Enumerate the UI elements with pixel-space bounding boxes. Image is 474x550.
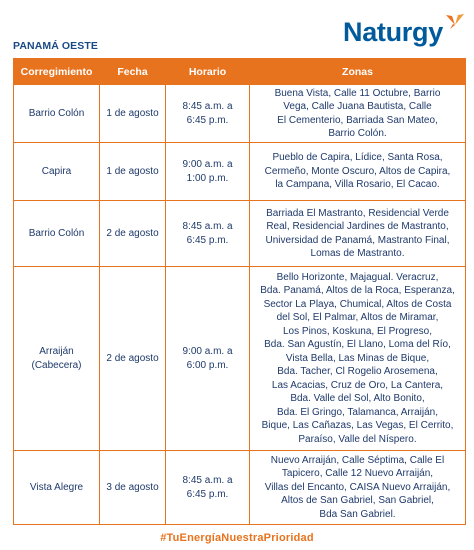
fecha-cell: 3 de agosto [100, 451, 166, 525]
zona-line: Sector La Playa, Chumical, Altos de Costa [263, 298, 452, 310]
zona-line: Vista Bella, Las Minas de Bique, [285, 352, 430, 364]
corregimiento-cell: Capira [14, 143, 100, 201]
campaign-hashtag: #TuEnergíaNuestraPrioridad [160, 532, 314, 544]
horario-end: 6:45 p.m. [186, 114, 229, 126]
zonas-cell [250, 267, 466, 451]
fecha-cell: 1 de agosto [100, 85, 166, 143]
horario-end: 6:45 p.m. [186, 488, 229, 500]
table-row [14, 143, 466, 201]
horario-cell [166, 85, 250, 143]
zona-line: del Sol, El Palmar, Altos de Miramar, [276, 312, 439, 324]
zonas-cell [250, 201, 466, 267]
region-title: PANAMÁ OESTE [13, 40, 99, 52]
header-zonas: Zonas [250, 59, 466, 85]
zona-line: Bda. Tacher, Cl Rogelio Arosemena, [277, 366, 438, 378]
horario-cell [166, 267, 250, 451]
zona-line: Tapicero, Calle 12 Nuevo Arraiján, [281, 468, 434, 480]
horario-end: 6:45 p.m. [186, 234, 229, 246]
header-fecha: Fecha [100, 59, 166, 85]
zona-line: Nuevo Arraiján, Calle Séptima, Calle El [270, 454, 445, 466]
zonas-cell [250, 143, 466, 201]
horario-start: 9:00 a.m. a [182, 159, 233, 170]
brand-name: Naturgy [343, 16, 443, 47]
zona-line: Bda. Panamá, Altos de la Roca, Esperanza, [260, 285, 455, 297]
header-horario: Horario [166, 59, 250, 85]
fecha-cell: 1 de agosto [100, 143, 166, 201]
outage-schedule-table [13, 58, 466, 525]
horario-cell [166, 201, 250, 267]
zona-line: Bique, Las Cañazas, Las Vegas, El Cerrito, [261, 420, 454, 432]
zona-line: Altos de San Gabriel, San Gabriel, [281, 495, 434, 507]
zona-line: Vega, Calle Juana Bautista, Calle [283, 101, 432, 112]
horario-start: 8:45 a.m. a [182, 475, 233, 486]
zona-line: Bda San Gabriel. [319, 508, 396, 520]
corregimiento-line: (Cabecera) [31, 359, 82, 371]
horario-cell [166, 451, 250, 525]
zona-line: Bda. San Agustín, El Llano, Loma del Río, [264, 339, 451, 351]
zona-line: la Campana, Villa Rosario, El Cacao. [275, 179, 440, 191]
naturgy-logo [343, 12, 466, 52]
zona-line: El Cementerio, Barriada San Mateo, [277, 114, 438, 126]
corregimiento-line: Arraiján [39, 346, 74, 357]
corregimiento-cell: Vista Alegre [14, 451, 100, 525]
zona-line: Las Acacias, Cruz de Oro, La Cantera, [271, 379, 444, 391]
zona-line: Buena Vista, Calle 11 Octubre, Barrio [274, 87, 441, 99]
zona-line: Bello Horizonte, Majagual. Veracruz, [276, 271, 439, 283]
zona-line: Bda. Valle del Sol, Alto Bonito, [290, 393, 425, 405]
fecha-cell: 2 de agosto [100, 201, 166, 267]
zona-line: Pueblo de Capira, Lídice, Santa Rosa, [272, 152, 443, 164]
zona-line: Universidad de Panamá, Mastranto Final, [265, 234, 450, 246]
zona-line: Barriada El Mastranto, Residencial Verde [266, 207, 449, 219]
fecha-cell: 2 de agosto [100, 267, 166, 451]
zonas-cell [250, 451, 466, 525]
horario-start: 8:45 a.m. a [182, 101, 233, 112]
zona-line: Barrio Colón. [328, 128, 387, 139]
horario-start: 8:45 a.m. a [182, 221, 233, 232]
table-row [14, 201, 466, 267]
table-row [14, 451, 466, 525]
zona-line: Los Pinos, Koskuna, El Progreso, [283, 325, 432, 337]
zona-line: Real, Residencial Jardines de Mastranto, [266, 221, 449, 232]
zona-line: Villas del Encanto, CAISA Nuevo Arraiján, [264, 481, 451, 493]
zona-line: Lomas de Mastranto. [310, 248, 405, 259]
table-row [14, 267, 466, 451]
table-header-row [14, 59, 466, 85]
zona-line: Paraíso, Valle del Níspero. [298, 433, 417, 445]
corregimiento-cell [14, 267, 100, 451]
horario-cell [166, 143, 250, 201]
corregimiento-cell: Barrio Colón [14, 85, 100, 143]
butterfly-icon [444, 13, 466, 33]
horario-start: 9:00 a.m. a [182, 346, 233, 357]
header-corregimiento: Corregimiento [14, 59, 100, 85]
horario-end: 6:00 p.m. [186, 359, 229, 371]
corregimiento-cell: Barrio Colón [14, 201, 100, 267]
zonas-cell [250, 85, 466, 143]
zona-line: Cermeño, Monte Oscuro, Altos de Capira, [264, 165, 451, 177]
table-row [14, 85, 466, 143]
horario-end: 1:00 p.m. [186, 172, 229, 184]
zona-line: Bda. El Gringo, Talamanca, Arraiján, [276, 406, 438, 418]
